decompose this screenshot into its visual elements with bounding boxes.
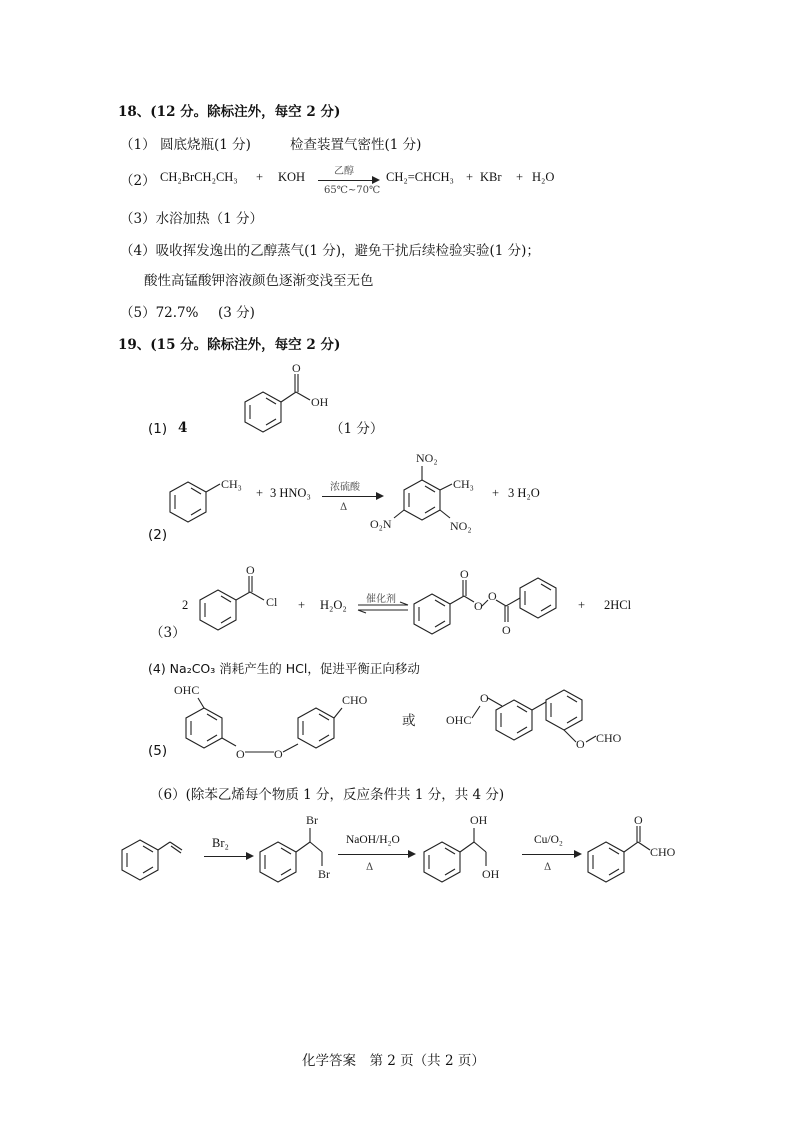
q19-part4: (4) Na₂CO₃ 消耗产生的 HCl，促进平衡正向移动: [148, 661, 420, 676]
q19-heading: 19、(15 分。除标注外，每空 2 分): [118, 337, 341, 353]
q18-part5: （5）72.7%: [120, 305, 199, 321]
q18-plus-2: +: [466, 170, 474, 184]
q19-step1-condition: Br₂: [212, 836, 229, 850]
svg-text:NO₂: NO₂: [450, 519, 472, 533]
q18-reactant-2: KOH: [278, 170, 306, 184]
q19-step3-condition-top: Cu/O₂: [534, 834, 563, 846]
q19-part3-plus-2: +: [578, 598, 586, 612]
q19-part3-plus-1: +: [298, 598, 306, 612]
q19-part2-plus-2: +: [492, 486, 500, 500]
q18-part5-score: (3 分): [218, 305, 255, 321]
svg-text:O: O: [488, 589, 497, 603]
svg-text:OH: OH: [311, 395, 329, 409]
diol-structure: [420, 812, 510, 892]
q18-part4-line2: 酸性高锰酸钾溶液颜色逐渐变浅至无色: [144, 273, 374, 289]
isomer-a-structure: [170, 680, 400, 760]
svg-text:O: O: [292, 361, 301, 375]
benzoyl-chloride-structure: [196, 563, 286, 636]
svg-text:O: O: [576, 737, 585, 751]
svg-text:CH₃: CH₃: [453, 477, 474, 491]
q18-part2-number: （2）: [120, 173, 156, 189]
equilibrium-arrow: [356, 602, 416, 614]
q18-heading: 18、(12 分。除标注外，每空 2 分): [118, 104, 341, 120]
svg-text:O: O: [246, 563, 255, 577]
q18-product-2: KBr: [480, 170, 502, 184]
q19-step2-condition-bottom: Δ: [366, 862, 374, 873]
q18-part3: （3）水浴加热（1 分）: [120, 211, 263, 227]
q19-part2-reagent: 3 HNO₃: [270, 486, 311, 500]
svg-text:O: O: [236, 747, 245, 761]
q19-step2-arrow: [338, 854, 410, 855]
dibromide-structure: [256, 812, 346, 892]
q18-plus-3: +: [516, 170, 524, 184]
q19-part2-plus-1: +: [256, 486, 264, 500]
isomer-b-structure: [440, 680, 690, 760]
svg-text:Br: Br: [318, 867, 330, 881]
q18-reaction-arrowhead: [372, 176, 380, 184]
page-footer: 化学答案 第 2 页（共 2 页）: [302, 1053, 485, 1069]
q19-part3-hcl: 2HCl: [604, 598, 632, 612]
q18-part1-number: （1）: [120, 137, 156, 153]
toluene-structure: [166, 468, 246, 528]
q19-part3-h2o2: H₂O₂: [320, 598, 347, 612]
q19-step3-arrow: [522, 854, 576, 855]
svg-text:OHC: OHC: [446, 713, 472, 727]
q18-part1-answer-b: 检查装置气密性(1 分): [290, 137, 422, 153]
svg-text:Cl: Cl: [266, 595, 278, 609]
svg-text:Br: Br: [306, 813, 318, 827]
q19-part5-or: 或: [402, 713, 416, 729]
q19-part6-note: （6）(除苯乙烯每个物质 1 分，反应条件共 1 分，共 4 分): [150, 787, 505, 803]
tnt-structure: [370, 452, 490, 542]
q19-part1-value: 4: [178, 420, 188, 436]
svg-text:OH: OH: [470, 813, 488, 827]
q18-part1-answer-a: 圆底烧瓶(1 分): [160, 137, 251, 153]
q18-reaction-arrow: [318, 180, 374, 181]
q19-part2-number: (2): [148, 527, 168, 543]
q19-part3-number: （3）: [150, 625, 186, 641]
phenylglyoxal-structure: [584, 812, 694, 892]
q18-product-3: H₂O: [532, 170, 555, 184]
q18-plus-1: +: [256, 170, 264, 184]
styrene-structure: [118, 826, 198, 886]
q19-part2-condition-top: 浓硫酸: [330, 482, 360, 493]
q19-step2-arrowhead: [408, 850, 416, 858]
benzoic-acid-structure: [236, 361, 329, 442]
svg-text:OH: OH: [482, 867, 500, 881]
q18-part4-line1: （4）吸收挥发逸出的乙醇蒸气(1 分)，避免干扰后续检验实验(1 分)；: [120, 243, 540, 259]
q19-step1-arrow: [204, 856, 248, 857]
q19-part3-coefficient: 2: [182, 598, 189, 612]
svg-text:O: O: [502, 623, 511, 637]
q18-condition-top: 乙醇: [334, 166, 354, 177]
svg-text:O: O: [480, 691, 489, 705]
q18-condition-bottom: 65℃~70℃: [324, 185, 381, 196]
svg-text:O: O: [634, 813, 643, 827]
svg-text:NO₂: NO₂: [416, 451, 438, 465]
q19-part1-score: （1 分）: [330, 421, 384, 437]
svg-text:CHO: CHO: [596, 731, 622, 745]
q18-product-1: CH₂=CHCH₃: [386, 170, 454, 184]
q19-step2-condition-top: NaOH/H₂O: [346, 834, 400, 846]
svg-text:O: O: [274, 747, 283, 761]
q19-part2-condition-bottom: Δ: [340, 502, 348, 513]
benzoyl-peroxide-structure: [410, 566, 560, 650]
q19-step1-arrowhead: [246, 852, 254, 860]
svg-text:O: O: [460, 567, 469, 581]
q19-part5-number: (5): [148, 743, 168, 759]
q19-part2-water: 3 H₂O: [508, 486, 540, 500]
q19-step3-condition-bottom: Δ: [544, 862, 552, 873]
svg-text:OHC: OHC: [174, 683, 200, 697]
q19-part1-number: (1): [148, 421, 168, 437]
svg-text:CHO: CHO: [650, 845, 676, 859]
svg-text:CH₃: CH₃: [221, 477, 242, 491]
svg-text:O: O: [474, 599, 483, 613]
svg-text:O₂N: O₂N: [370, 517, 392, 531]
q19-step3-arrowhead: [574, 850, 582, 858]
q19-part3-condition: 催化剂: [366, 594, 396, 605]
svg-text:CHO: CHO: [342, 693, 368, 707]
q18-reactant-1: CH₂BrCH₂CH₃: [160, 170, 238, 184]
